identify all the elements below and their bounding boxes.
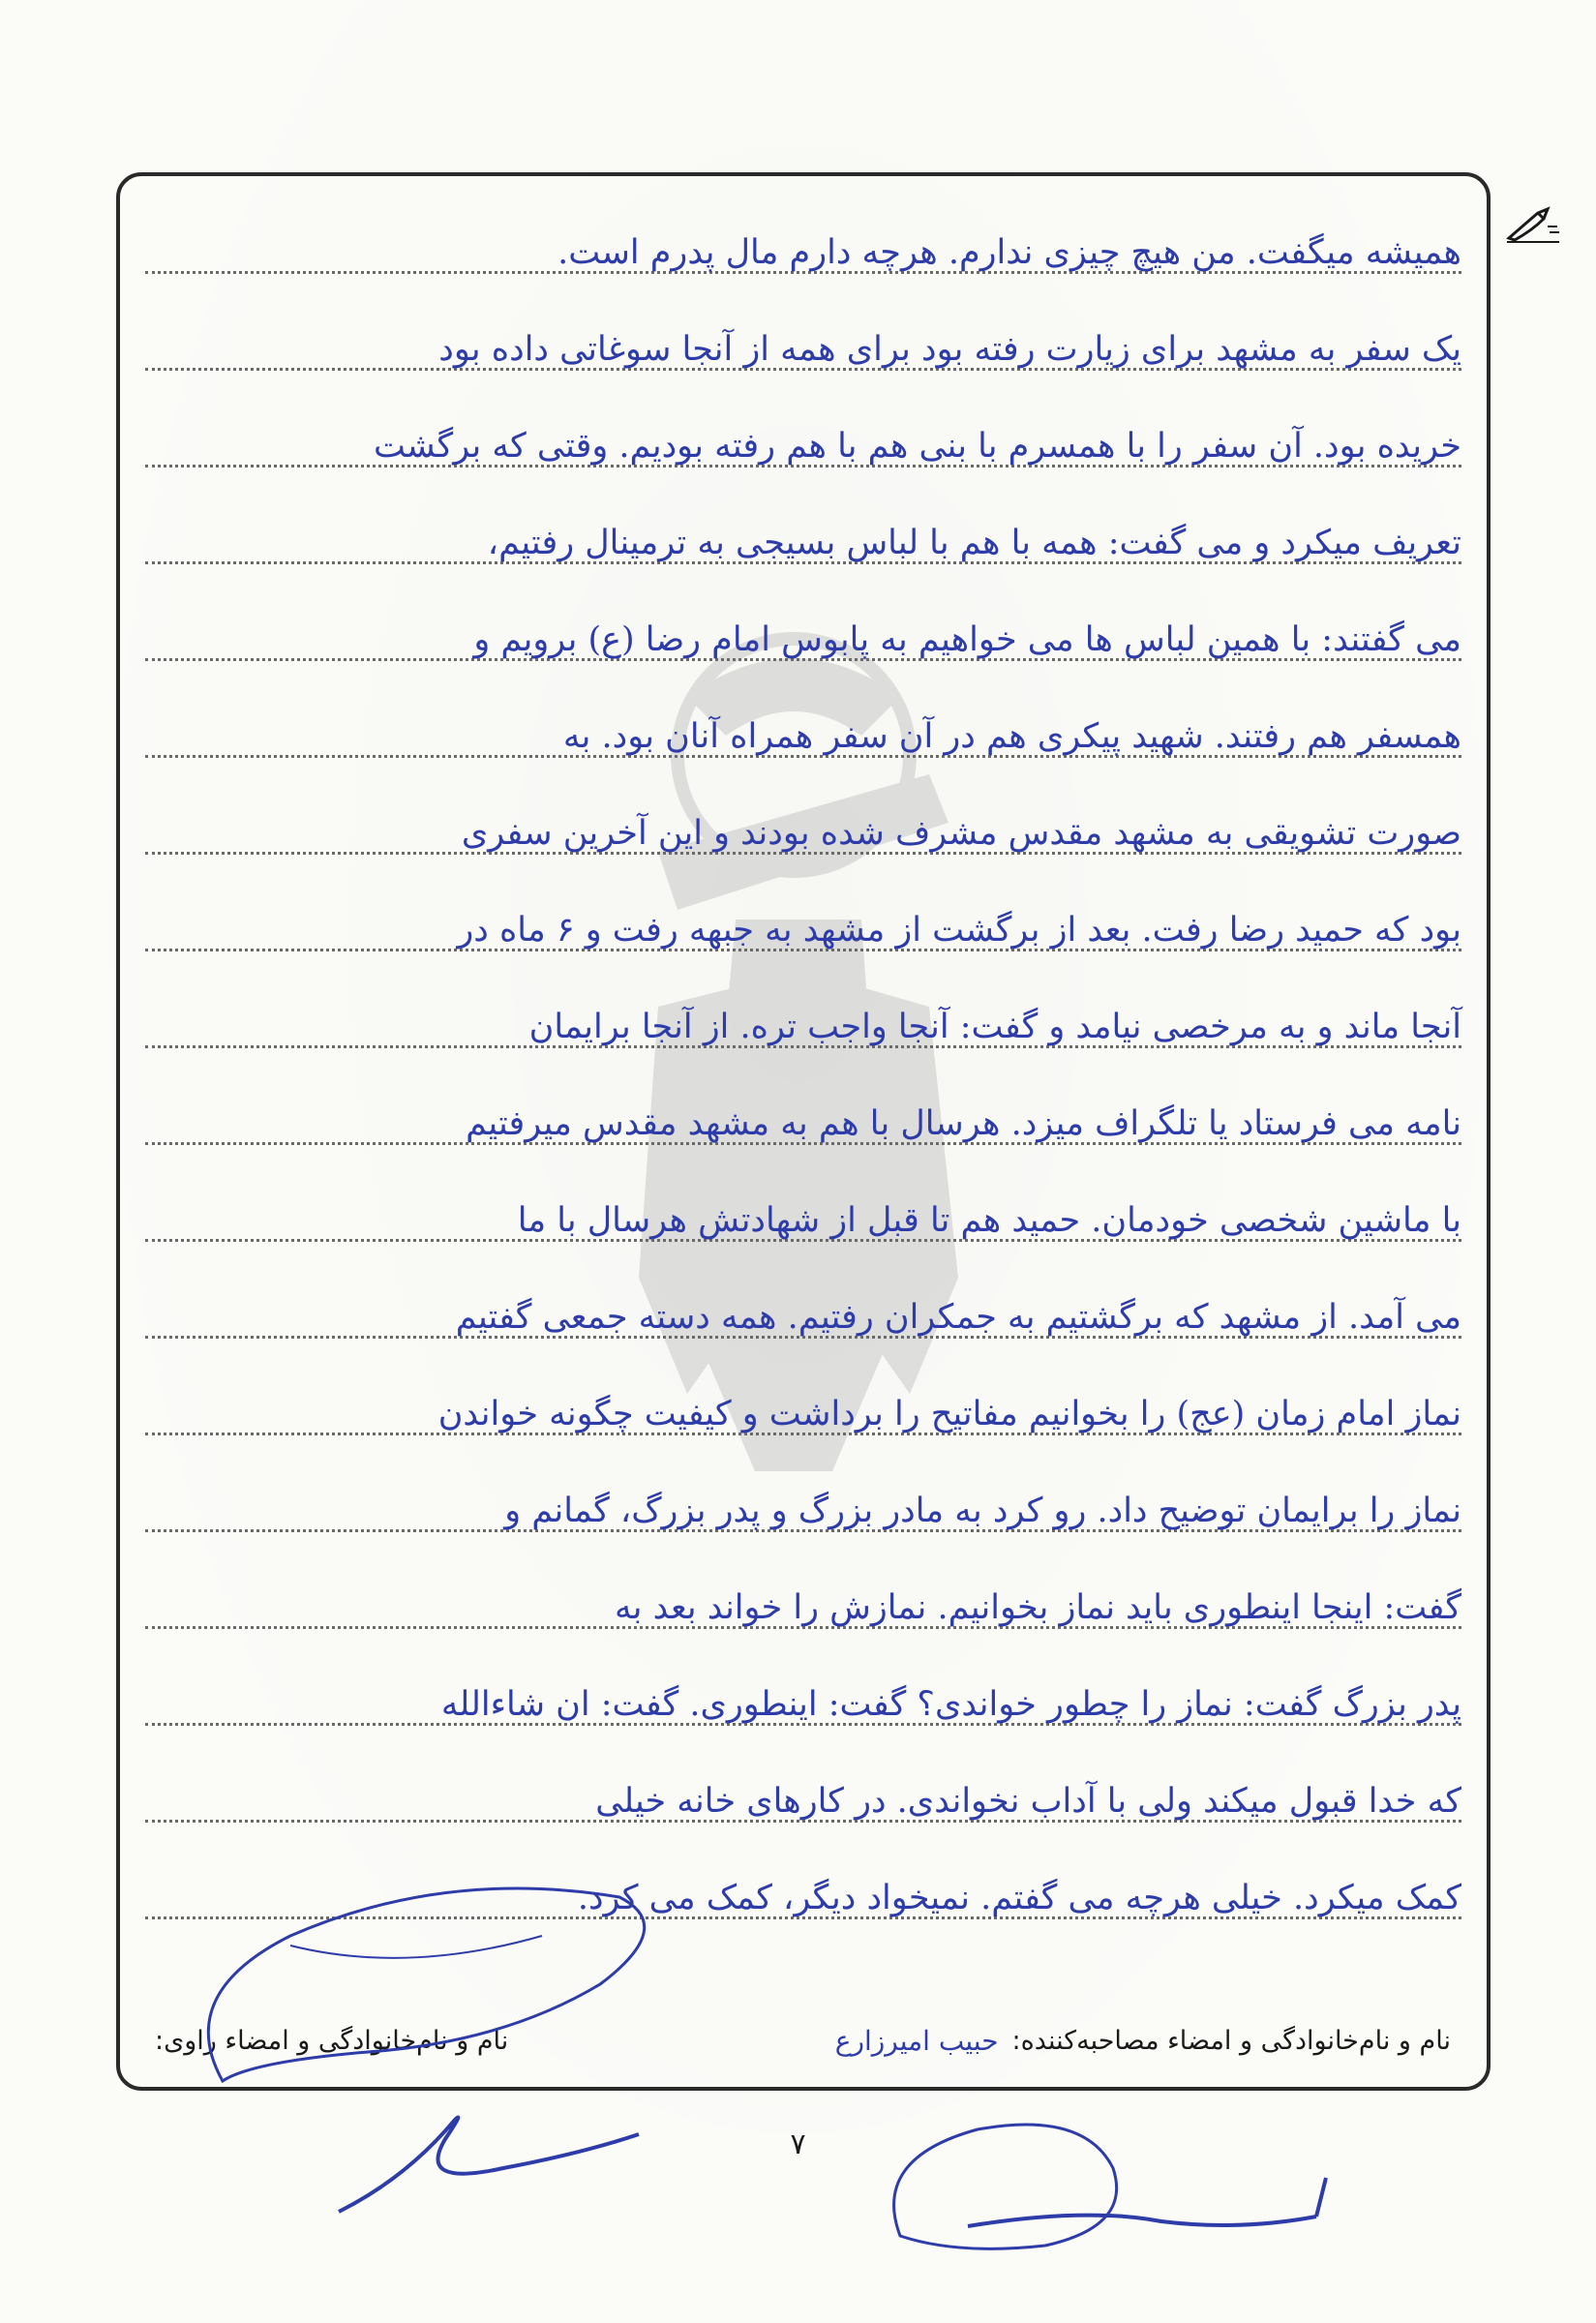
handwritten-line: نماز امام زمان (عج) را بخوانیم مفاتیح را برداشت و کیفیت چگونه خواندن [437,1395,1461,1433]
text-line [145,779,1461,876]
interviewer-label: نام و نام‌خانوادگی و امضاء مصاحبه‌کننده: [1011,2026,1451,2056]
handwritten-line: با ماشین شخصی خودمان. حمید هم تا قبل از شهادتش هرسال با ما [517,1201,1461,1240]
handwritten-line: نماز را برایمان توضیح داد. رو کرد به مادر بزرگ و پدر بزرگ، گمانم و [504,1492,1461,1530]
text-line [145,1747,1461,1844]
signature-labels-row [155,2025,1451,2057]
text-line [145,1070,1461,1166]
text-line [145,1457,1461,1554]
text-line [145,586,1461,682]
text-line [145,489,1461,586]
text-line [145,1554,1461,1650]
handwritten-line: همسفر هم رفتند. شهید پیکری هم در آن سفر همراه آنان بود. به [562,717,1461,756]
pen-writing-icon [1505,205,1561,244]
text-line [145,682,1461,779]
text-line [145,198,1461,295]
text-line [145,973,1461,1070]
handwritten-line: نامه می فرستاد یا تلگراف میزد. هرسال با هم به مشهد مقدس میرفتیم [466,1104,1461,1143]
handwritten-line: گفت: اینجا اینطوری باید نماز بخوانیم. نمازش را خواند بعد به [614,1588,1461,1627]
handwritten-line: تعریف میکرد و می گفت: همه با هم با لباس بسیجی به ترمینال رفتیم، [487,524,1461,562]
text-line [145,1360,1461,1457]
text-line [145,392,1461,489]
text-line [145,1263,1461,1360]
handwritten-line: کمک میکرد. خیلی هرچه می گفتم. نمیخواد دیگر، کمک می کرد. [577,1879,1461,1917]
page-number: ۷ [790,2127,806,2161]
handwritten-line: که خدا قبول میکند ولی با آداب نخواندی. در کارهای خانه خیلی [595,1782,1461,1821]
interviewer-name: حبیب امیرزارع [834,2025,999,2057]
handwritten-line: همیشه میگفت. من هیچ چیزی ندارم. هرچه دارم مال پدرم است. [557,233,1461,272]
text-line [145,1650,1461,1747]
handwritten-line: می آمد. از مشهد که برگشتیم به جمکران رفتیم. همه دسته جمعی گفتیم [455,1298,1461,1337]
handwritten-line: پدر بزرگ گفت: نماز را چطور خواندی؟ گفت: اینطوری. گفت: ان شاءالله [440,1685,1461,1724]
text-line [145,295,1461,392]
text-line [145,1844,1461,1941]
text-line [145,876,1461,973]
handwritten-text-block [145,198,1461,1941]
handwritten-line: صورت تشویقی به مشهد مقدس مشرف شده بودند و این آخرین سفری [461,814,1461,853]
handwritten-line: بود که حمید رضا رفت. بعد از برگشت از مشهد به جبهه رفت و ۶ ماه در [457,911,1461,950]
handwritten-line: آنجا ماند و به مرخصی نیامد و گفت: آنجا واجب تره. از آنجا برایمان [528,1008,1461,1046]
narrator-label: نام و نام‌خانوادگی و امضاء راوی: [155,2026,509,2056]
text-line [145,1166,1461,1263]
narrator-signature-field [155,2026,508,2056]
handwritten-line: یک سفر به مشهد برای زیارت رفته بود برای همه از آنجا سوغاتی داده بود [438,330,1461,369]
handwritten-line: خریده بود. آن سفر را با همسرم با بنی هم با هم رفته بودیم. وقتی که برگشت [373,427,1461,466]
handwritten-line: می گفتند: با همین لباس ها می خواهیم به پابوس امام رضا (ع) برویم و [473,620,1461,659]
interviewer-signature-field [829,2025,1451,2057]
